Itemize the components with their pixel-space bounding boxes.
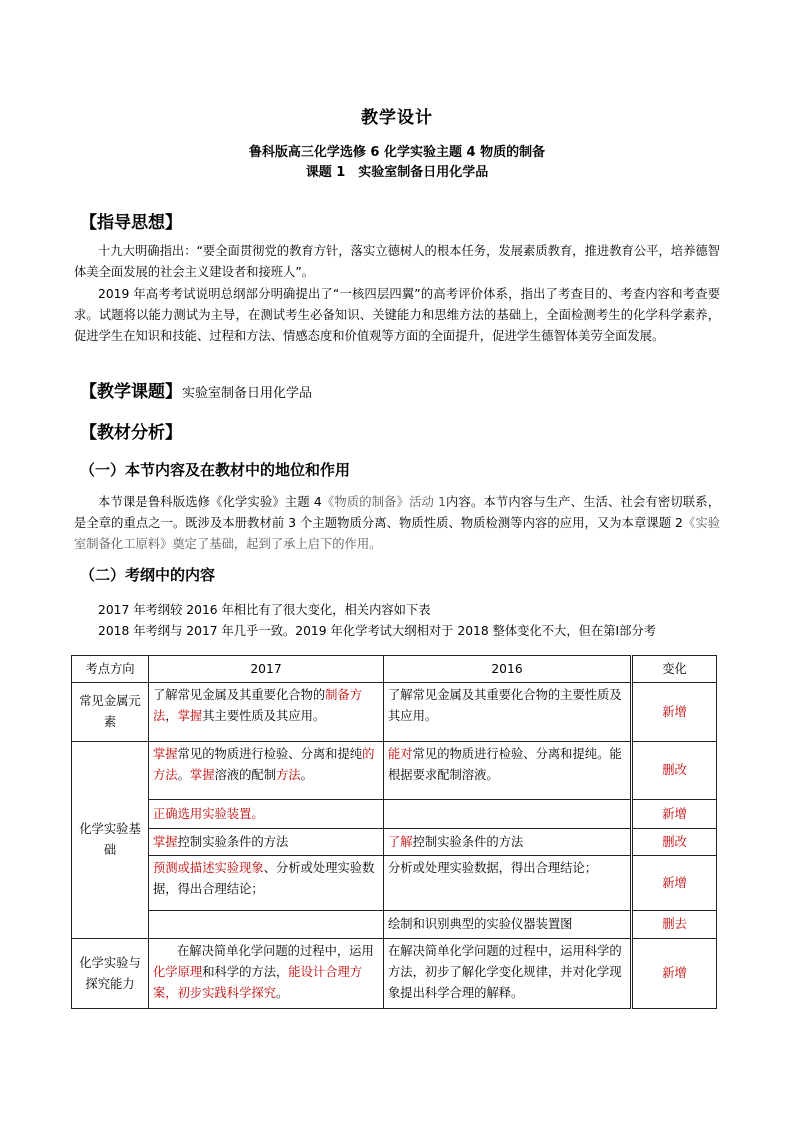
section-2-heading: （二）考纲中的内容: [80, 566, 216, 584]
highlight-text: 化学原理: [153, 965, 203, 979]
cell-text: 常见的物质进行检验、分离和提纯。能根据要求配制溶液。: [388, 747, 622, 782]
table-row: [72, 939, 717, 1009]
cell-2017: [149, 742, 384, 800]
highlight-text: 方法: [276, 768, 301, 782]
sec1-text-2: 内容。本节内容与生产、生活、社会有密切联系，是全章的重点之一。既涉及本册教材前 3 个主题物质分离、物质性质、物质检测等内容的应用，又为本章课题 2: [74, 495, 720, 530]
table-row: [72, 800, 717, 829]
cell-text: 了解常见金属及其重要化合物的: [153, 688, 326, 702]
change-cell: 删去: [632, 911, 717, 939]
cell-text: 。: [177, 768, 190, 782]
analysis-heading: 【教材分析】: [80, 423, 182, 443]
highlight-text: 掌握: [189, 768, 215, 782]
change-cell: 新增: [632, 856, 717, 911]
cell-2017: [149, 829, 384, 856]
highlight-text: 正确选用实验装置。: [153, 806, 264, 821]
sec1-book-ref-2: 《实验室制备化工原料》奠定了基础，起到了承上启下的作用。: [74, 516, 720, 551]
highlight-text: 掌握: [153, 834, 178, 849]
highlight-text: 掌握: [177, 709, 203, 723]
group-metals: 常见金属元素: [72, 683, 149, 742]
guiding-heading: 【指导思想】: [80, 213, 182, 233]
guiding-paragraph-2: 2019 年高考考试说明总纲部分明确提出了“一核四层四翼”的高考评价体系，指出了考查目的、考查内容和考查要求。试题将以能力测试为主导，在测试考生必备知识、关键能力和思维方法的基础上，全面检测考生的化学科学素养，促进学生在知识和技能、过程和方法、情感态度和价值观等方面的全面提升，促进学生德智体美劳全面发展。: [74, 287, 720, 343]
cell-2017: [149, 683, 384, 742]
cell-text: 控制实验条件的方法: [412, 834, 524, 849]
cell-text: 、分析或处理实验数据，得出合理结论；: [153, 861, 375, 896]
change-cell: 删改: [632, 742, 717, 800]
section-2-line-1: 2017 年考纲较 2016 年相比有了很大变化，相关内容如下表: [98, 603, 431, 617]
cell-2017: [149, 800, 384, 829]
highlight-text: 预测或描述实验现象: [153, 861, 264, 875]
change-cell: 新增: [632, 939, 717, 1009]
topic-heading: [80, 377, 312, 402]
cell-text: 其主要性质及其应用。: [202, 709, 326, 723]
highlight-text: 能对: [388, 747, 413, 761]
header-direction: 考点方向: [72, 656, 149, 683]
section-2-line-2: 2018 年考纲与 2017 年几乎一致。2019 年化学考试大纲相对于 2018 整体变化不大，但在第Ⅰ部分考: [98, 624, 657, 638]
table-header-row: [72, 656, 717, 683]
cell-text: 。: [300, 768, 313, 782]
cell-text: 常见的物质进行检验、分离和提纯: [177, 747, 363, 761]
sec1-book-ref-1: 《物质的制备》活动 1: [321, 495, 446, 509]
cell-2016: 分析或处理实验数据，得出合理结论；: [384, 856, 632, 911]
guiding-paragraph-1: 十九大明确指出：“要全面贯彻党的教育方针，落实立德树人的根本任务，发展素质教育，推进教育公平，培养德智体美全面发展的社会主义建设者和接班人”。: [74, 244, 720, 279]
table-row: [72, 683, 717, 742]
table-row: [72, 742, 717, 800]
header-2016: 2016: [384, 656, 632, 683]
change-cell: 新增: [632, 800, 717, 829]
cell-text: 在解决简单化学问题的过程中，运用: [177, 944, 374, 958]
cell-2016: 在解决简单化学问题的过程中，运用科学的方法，初步了解化学变化规律，并对化学现象提出科学合理的解释。: [384, 939, 632, 1009]
lesson-title: 课题 1 实验室制备日用化学品: [305, 165, 489, 180]
group-inquiry-ability: 化学实验与探究能力: [72, 939, 149, 1009]
header-change: 变化: [632, 656, 717, 683]
highlight-text: 了解: [388, 834, 413, 849]
topic-heading-label: 【教学课题】: [80, 382, 182, 402]
highlight-text: 的方法: [153, 747, 375, 782]
cell-2016: 绘制和识别典型的实验仪器装置图: [384, 911, 632, 939]
cell-text: 溶液的配制: [214, 768, 277, 782]
sec1-text-1: 本节课是鲁科版选修《化学实验》主题 4: [98, 495, 322, 509]
cell-2017: [149, 939, 384, 1009]
cell-text: ，: [165, 709, 178, 723]
table-row: [72, 856, 717, 911]
table-row: [72, 911, 717, 939]
change-cell: 删改: [632, 829, 717, 856]
cell-2017: [149, 856, 384, 911]
section-1-paragraph: [74, 492, 720, 555]
syllabus-comparison-table: [71, 655, 717, 1009]
cell-2016: [384, 742, 632, 800]
header-2017: 2017: [149, 656, 384, 683]
cell-text: 和科学的方法，: [202, 965, 289, 979]
table-row: [72, 829, 717, 856]
highlight-text: 制备方法: [153, 688, 363, 723]
cell-2016: 了解常见金属及其重要化合物的主要性质及其应用。: [384, 683, 632, 742]
cell-2016: [384, 829, 632, 856]
cell-text: 。: [275, 986, 289, 1000]
topic-text: 实验室制备日用化学品: [182, 386, 313, 401]
section-1-heading: （一）本节内容及在教材中的地位和作用: [80, 461, 351, 479]
cell-text: 控制实验条件的方法: [177, 834, 289, 849]
highlight-text: 能设计合理方案，初步实践科学探究: [153, 965, 363, 1000]
highlight-text: 掌握: [153, 747, 178, 761]
group-experiment-basics: 化学实验基础: [72, 742, 149, 939]
change-cell: 新增: [632, 683, 717, 742]
cell-2017: [149, 911, 384, 939]
cell-2016: [384, 800, 632, 829]
document-title: 教学设计: [361, 108, 433, 128]
document-subtitle: 鲁科版高三化学选修 6 化学实验主题 4 物质的制备: [248, 145, 546, 160]
